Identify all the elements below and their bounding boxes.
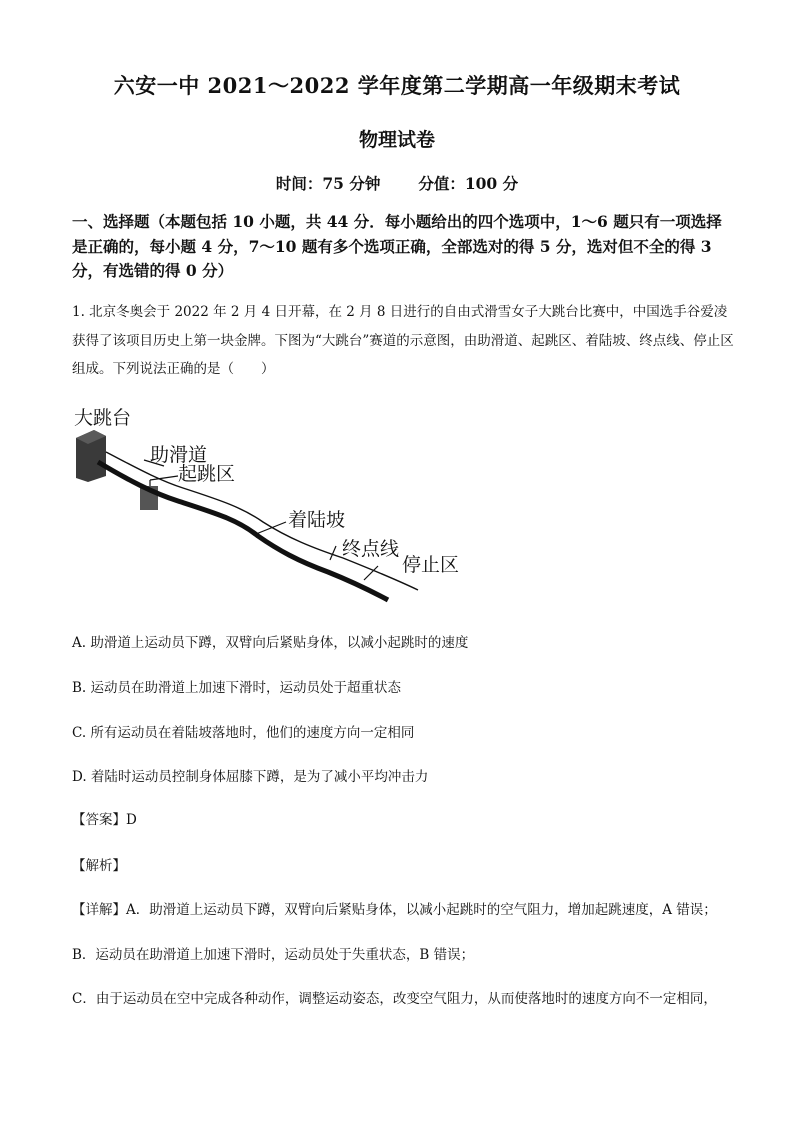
detail-line-b: B．运动员在助滑道上加速下滑时，运动员处于失重状态，B 错误； (72, 947, 475, 963)
label-finish: 终点线 (342, 538, 400, 560)
analysis-tag: 【解析】 (72, 858, 126, 874)
option-c: C. 所有运动员在着陆坡落地时，他们的速度方向一定相同 (72, 725, 415, 741)
exam-title: 六安一中 2021～2022 学年度第二学期高一年级期末考试 (113, 73, 681, 98)
option-a: A. 助滑道上运动员下蹲，双臂向后紧贴身体，以减小起跳时的速度 (72, 635, 469, 651)
label-platform: 大跳台 (74, 407, 132, 429)
section-heading: 一、选择题（本题包括 10 小题，共 44 分．每小题给出的四个选项中，1～6 题只有一项选择是正确的，每小题 4 分，7～10 题有多个选项正确，全部选对的得 5 分，选对但不全的得 3 分，有选错的得 0 分） (72, 212, 722, 280)
exam-score: 分值：100 分 (418, 174, 519, 193)
exam-meta (0, 172, 794, 194)
label-landing: 着陆坡 (288, 509, 346, 531)
answer-tag: 【答案】 (72, 812, 126, 828)
label-takeoff: 起跳区 (178, 463, 236, 485)
option-d: D. 着陆时运动员控制身体屈膝下蹲，是为了减小平均冲击力 (72, 769, 429, 785)
detail-line-a: 【详解】A．助滑道上运动员下蹲，双臂向后紧贴身体，以减小起跳时的空气阻力，增加起跳速度，A 错误； (72, 902, 717, 918)
option-b: B. 运动员在助滑道上加速下滑时，运动员处于超重状态 (72, 680, 402, 696)
exam-time: 时间：75 分钟 (275, 174, 381, 193)
label-stop: 停止区 (402, 554, 460, 576)
ski-jump-diagram (68, 398, 468, 613)
track-edge-shape (106, 452, 418, 590)
answer-value: D (126, 812, 137, 828)
landing-slope-shape (98, 462, 388, 600)
detail-line-c: C．由于运动员在空中完成各种动作，调整运动姿态，改变空气阻力，从而使落地时的速度方向不一定相同， (72, 991, 717, 1007)
label-inrun: 助滑道 (150, 444, 208, 466)
subject-title: 物理试卷 (358, 129, 435, 151)
question-stem: 1. 北京冬奥会于 2022 年 2 月 4 日开幕，在 2 月 8 日进行的自由式滑雪女子大跳台比赛中，中国选手谷爱凌获得了该项目历史上第一块金牌。下图为“大跳台”赛道的示意图，由助滑道、起跳区、着陆坡、终点线、停止区组成。下列说法正确的是（ ） (72, 304, 734, 377)
answer-line (72, 808, 137, 828)
